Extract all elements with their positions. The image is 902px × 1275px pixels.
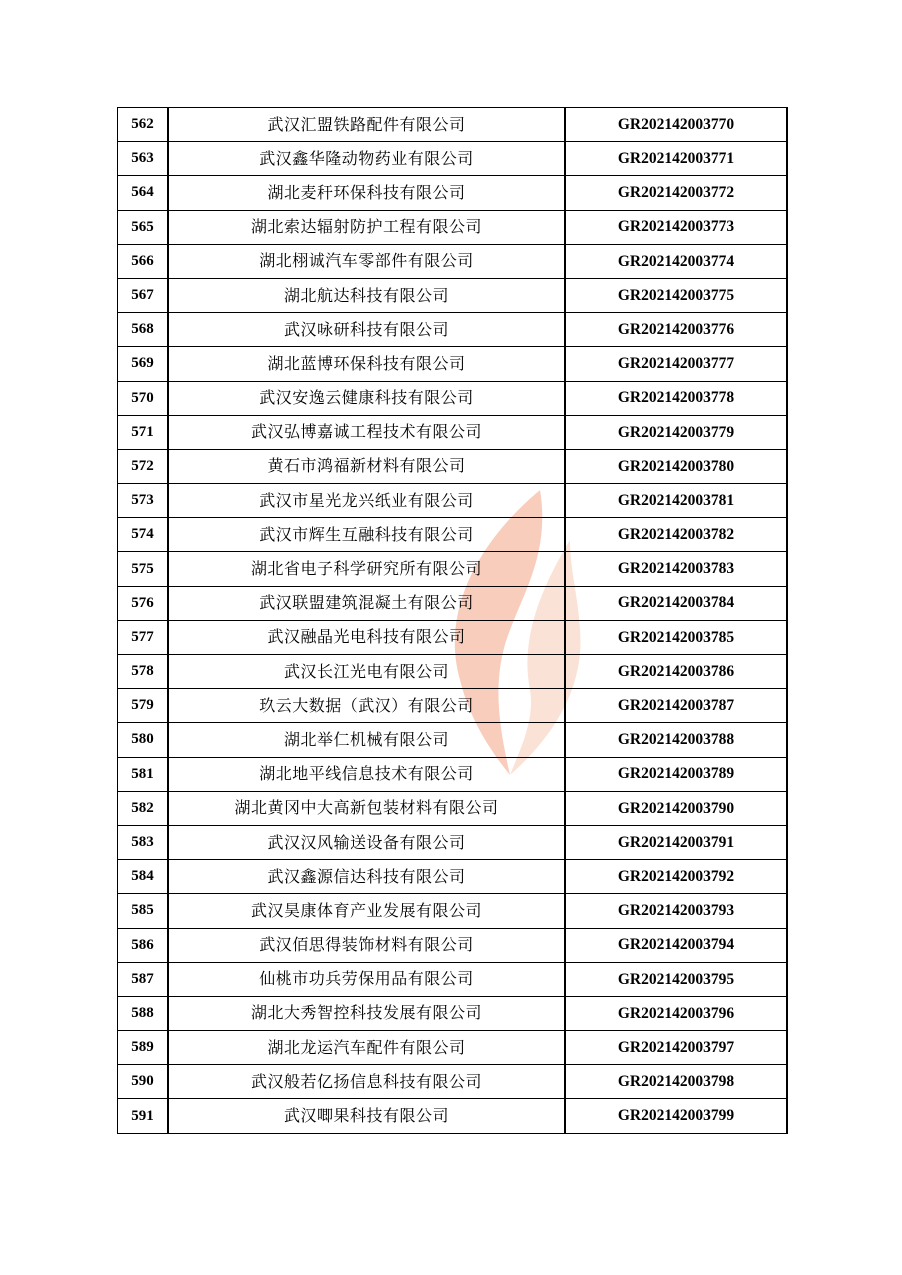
company-name: 武汉市辉生互融科技有限公司 [168,518,565,552]
table-row [118,108,788,142]
table-row [118,176,788,210]
company-name: 湖北栩诚汽车零部件有限公司 [168,244,565,278]
company-name: 武汉鑫华隆动物药业有限公司 [168,142,565,176]
row-number: 588 [118,996,169,1030]
table-row [118,655,788,689]
row-number: 570 [118,381,169,415]
company-name: 武汉般若亿扬信息科技有限公司 [168,1065,565,1099]
table-row [118,552,788,586]
certificate-number: GR202142003777 [565,347,787,381]
certificate-number: GR202142003781 [565,484,787,518]
table-row [118,825,788,859]
certificate-number: GR202142003791 [565,825,787,859]
certificate-number: GR202142003798 [565,1065,787,1099]
row-number: 574 [118,518,169,552]
row-number: 565 [118,210,169,244]
company-name: 湖北地平线信息技术有限公司 [168,757,565,791]
table-row [118,1031,788,1065]
row-number: 583 [118,825,169,859]
certificate-number: GR202142003776 [565,313,787,347]
table-row [118,1065,788,1099]
certificate-number: GR202142003786 [565,655,787,689]
table-row [118,278,788,312]
row-number: 590 [118,1065,169,1099]
row-number: 581 [118,757,169,791]
row-number: 587 [118,962,169,996]
row-number: 579 [118,689,169,723]
row-number: 578 [118,655,169,689]
company-name: 武汉汉风输送设备有限公司 [168,825,565,859]
company-name: 武汉昊康体育产业发展有限公司 [168,894,565,928]
company-name: 武汉佰思得装饰材料有限公司 [168,928,565,962]
certificate-number: GR202142003778 [565,381,787,415]
company-name: 湖北龙运汽车配件有限公司 [168,1031,565,1065]
company-name: 武汉长江光电有限公司 [168,655,565,689]
certificate-number: GR202142003780 [565,449,787,483]
row-number: 584 [118,860,169,894]
certificate-number: GR202142003773 [565,210,787,244]
certificate-number: GR202142003797 [565,1031,787,1065]
certificate-number: GR202142003789 [565,757,787,791]
company-name: 武汉联盟建筑混凝土有限公司 [168,586,565,620]
table-row [118,586,788,620]
table-row [118,860,788,894]
company-name: 湖北索达辐射防护工程有限公司 [168,210,565,244]
row-number: 564 [118,176,169,210]
table-row [118,347,788,381]
certificate-number: GR202142003790 [565,791,787,825]
table-row [118,381,788,415]
table-row [118,620,788,654]
certificate-number: GR202142003771 [565,142,787,176]
company-name: 武汉市星光龙兴纸业有限公司 [168,484,565,518]
company-name: 武汉弘博嘉诚工程技术有限公司 [168,415,565,449]
row-number: 566 [118,244,169,278]
certificate-number: GR202142003775 [565,278,787,312]
certificate-number: GR202142003783 [565,552,787,586]
row-number: 572 [118,449,169,483]
company-name: 武汉鑫源信达科技有限公司 [168,860,565,894]
row-number: 582 [118,791,169,825]
table-row [118,244,788,278]
row-number: 568 [118,313,169,347]
row-number: 571 [118,415,169,449]
certificate-number: GR202142003784 [565,586,787,620]
company-name: 湖北蓝博环保科技有限公司 [168,347,565,381]
table-row [118,757,788,791]
row-number: 591 [118,1099,169,1133]
company-name: 武汉汇盟铁路配件有限公司 [168,108,565,142]
company-name: 武汉咏研科技有限公司 [168,313,565,347]
table-row [118,894,788,928]
row-number: 575 [118,552,169,586]
company-name: 湖北省电子科学研究所有限公司 [168,552,565,586]
certificate-number: GR202142003793 [565,894,787,928]
company-name: 湖北大秀智控科技发展有限公司 [168,996,565,1030]
row-number: 580 [118,723,169,757]
row-number: 586 [118,928,169,962]
certificate-number: GR202142003782 [565,518,787,552]
company-name: 黄石市鸿福新材料有限公司 [168,449,565,483]
table-row [118,928,788,962]
company-name: 湖北麦秆环保科技有限公司 [168,176,565,210]
table-row [118,791,788,825]
company-name: 武汉唧果科技有限公司 [168,1099,565,1133]
company-name: 武汉安逸云健康科技有限公司 [168,381,565,415]
row-number: 567 [118,278,169,312]
certificate-number: GR202142003774 [565,244,787,278]
company-name: 湖北举仁机械有限公司 [168,723,565,757]
company-table [117,107,788,1134]
company-table-body [118,108,788,1134]
company-name: 湖北黄冈中大高新包装材料有限公司 [168,791,565,825]
row-number: 562 [118,108,169,142]
table-row [118,449,788,483]
certificate-number: GR202142003785 [565,620,787,654]
certificate-number: GR202142003792 [565,860,787,894]
certificate-number: GR202142003779 [565,415,787,449]
table-row [118,484,788,518]
table-row [118,142,788,176]
row-number: 576 [118,586,169,620]
row-number: 563 [118,142,169,176]
table-row [118,689,788,723]
certificate-number: GR202142003796 [565,996,787,1030]
table-row [118,415,788,449]
certificate-number: GR202142003772 [565,176,787,210]
row-number: 577 [118,620,169,654]
row-number: 573 [118,484,169,518]
row-number: 569 [118,347,169,381]
certificate-number: GR202142003795 [565,962,787,996]
table-row [118,1099,788,1133]
table-row [118,518,788,552]
certificate-number: GR202142003794 [565,928,787,962]
company-name: 武汉融晶光电科技有限公司 [168,620,565,654]
table-row [118,996,788,1030]
company-name: 仙桃市功兵劳保用品有限公司 [168,962,565,996]
row-number: 589 [118,1031,169,1065]
row-number: 585 [118,894,169,928]
table-row [118,723,788,757]
table-row [118,313,788,347]
table-row [118,962,788,996]
certificate-number: GR202142003799 [565,1099,787,1133]
certificate-number: GR202142003770 [565,108,787,142]
certificate-number: GR202142003788 [565,723,787,757]
certificate-number: GR202142003787 [565,689,787,723]
company-name: 玖云大数据（武汉）有限公司 [168,689,565,723]
company-name: 湖北航达科技有限公司 [168,278,565,312]
table-row [118,210,788,244]
